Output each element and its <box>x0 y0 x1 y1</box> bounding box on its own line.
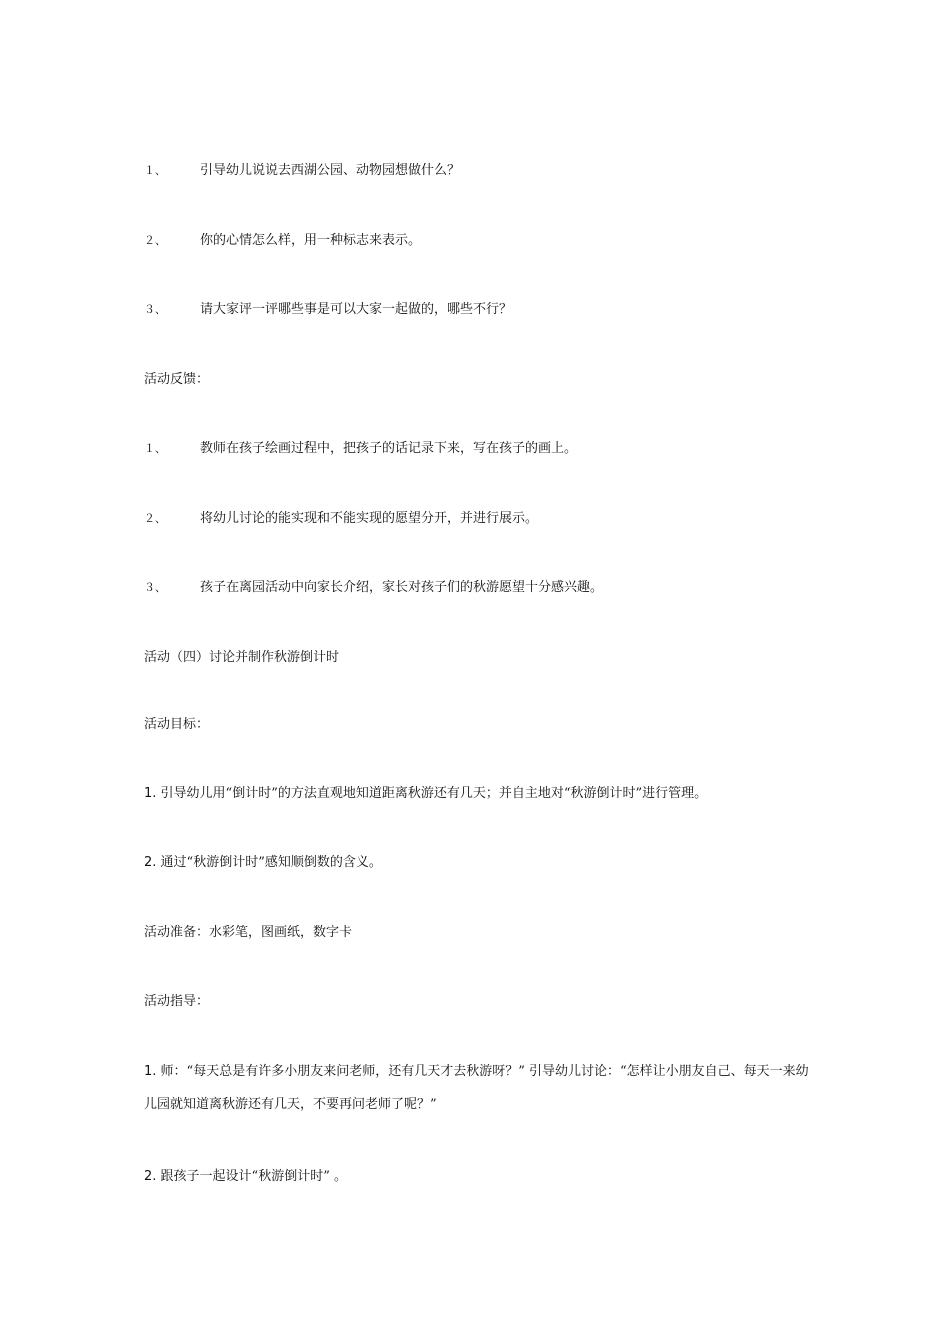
list-text: 你的心情怎么样，用一种标志来表示。 <box>200 233 422 248</box>
list-text: 教师在孩子绘画过程中，把孩子的话记录下来，写在孩子的画上。 <box>200 441 578 456</box>
activity-title: 活动（四）讨论并制作秋游倒计时 <box>144 650 340 665</box>
guidance-text: 跟孩子一起设计“秋游倒计时” 。 <box>160 1169 347 1184</box>
list-item <box>144 510 538 528</box>
goal-text: 通过“秋游倒计时”感知顺倒数的含义。 <box>160 855 382 870</box>
goals-heading: 活动目标： <box>144 717 210 732</box>
guidance-item <box>144 1168 347 1186</box>
goal-number: 2. <box>144 855 157 870</box>
guidance-heading: 活动指导： <box>144 994 210 1009</box>
list-number: ２、 <box>144 512 166 525</box>
list-item <box>144 579 603 597</box>
list-number: １、 <box>144 164 166 177</box>
list-number: ３、 <box>144 581 166 594</box>
list-item <box>144 232 421 250</box>
list-item <box>144 162 460 180</box>
list-item <box>144 440 577 458</box>
list-number: ３、 <box>144 303 166 316</box>
list-text: 请大家评一评哪些事是可以大家一起做的，哪些不行？ <box>200 302 513 317</box>
goal-number: 1. <box>144 786 157 801</box>
list-number: １、 <box>144 442 166 455</box>
guidance-text: 师：“每天总是有许多小朋友来问老师，还有几天才去秋游呀？” 引导幼儿讨论：“怎样让小朋友自己、每天一来幼儿园就知道离秋游还有几天，不要再问老师了呢？” <box>144 1064 809 1112</box>
goal-item <box>144 854 382 872</box>
list-text: 引导幼儿说说去西湖公园、动物园想做什么？ <box>200 163 461 178</box>
list-number: ２、 <box>144 234 166 247</box>
feedback-heading: 活动反馈： <box>144 372 210 387</box>
list-item <box>144 301 512 319</box>
preparation-text: 活动准备：水彩笔，图画纸，数字卡 <box>144 925 353 940</box>
guidance-item <box>144 1055 814 1121</box>
guidance-number: 2. <box>144 1169 157 1184</box>
guidance-number: 1. <box>144 1064 157 1079</box>
goal-item <box>144 785 707 803</box>
list-text: 将幼儿讨论的能实现和不能实现的愿望分开，并进行展示。 <box>200 511 539 526</box>
goal-text: 引导幼儿用“倒计时”的方法直观地知道距离秋游还有几天；并自主地对“秋游倒计时”进行管理。 <box>160 786 708 801</box>
list-text: 孩子在离园活动中向家长介绍，家长对孩子们的秋游愿望十分感兴趣。 <box>200 580 604 595</box>
